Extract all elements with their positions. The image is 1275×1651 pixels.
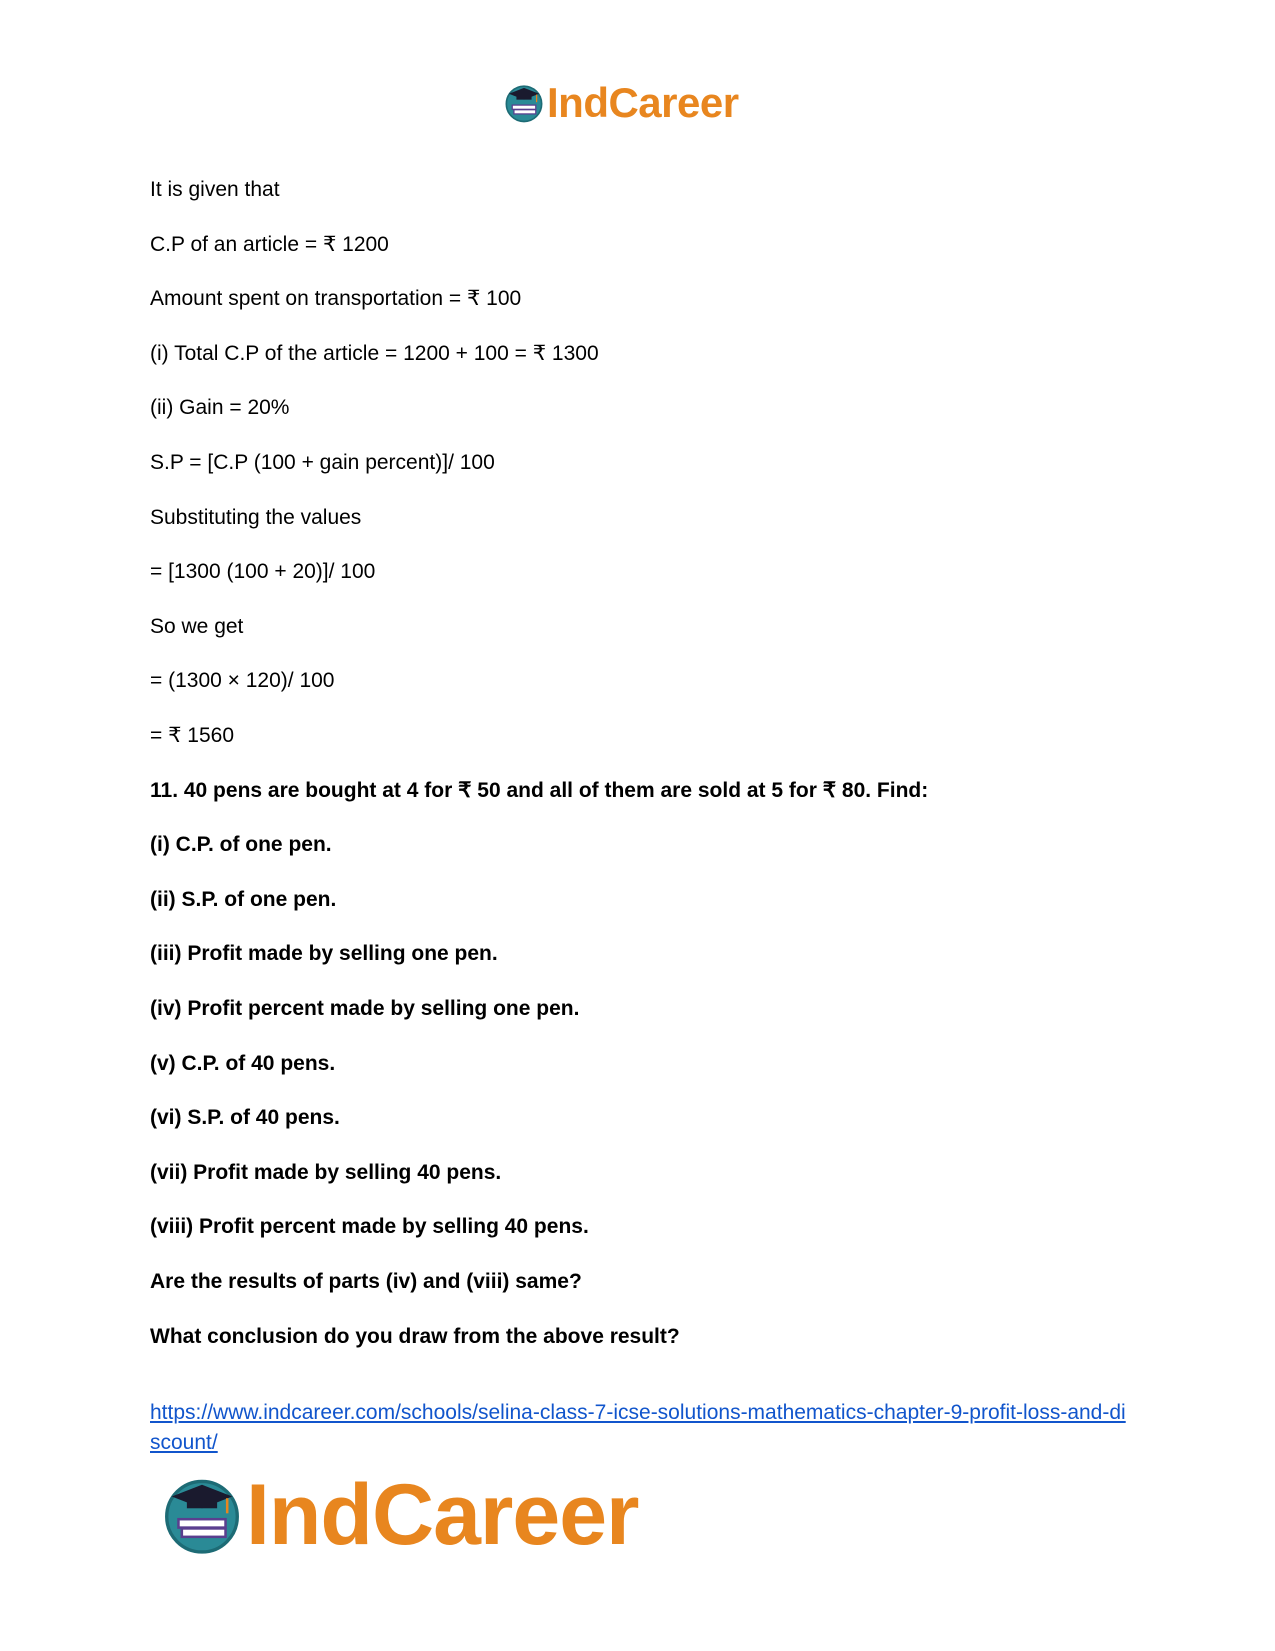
question-line: (vii) Profit made by selling 40 pens. <box>150 1160 502 1184</box>
header-logo-text: IndCareer <box>547 79 739 126</box>
solution-line: S.P = [C.P (100 + gain percent)]/ 100 <box>150 451 495 474</box>
solution-line: = (1300 × 120)/ 100 <box>150 669 335 693</box>
question-line: Are the results of parts (iv) and (viii) same? <box>150 1270 582 1293</box>
question-line: (iv) Profit percent made by selling one pen. <box>150 997 580 1020</box>
header-logo <box>503 78 739 128</box>
question-line: (i) C.P. of one pen. <box>150 833 332 857</box>
footer-logo-text: IndCareer <box>246 1467 639 1563</box>
solution-line: (i) Total C.P of the article = 1200 + 100 = ₹ 1300 <box>150 341 599 365</box>
question-line: (viii) Profit percent made by selling 40 pens. <box>150 1215 589 1239</box>
footer-logo <box>160 1467 639 1563</box>
solution-line: Substituting the values <box>150 505 362 529</box>
solution-line: Amount spent on transportation = ₹ 100 <box>150 287 522 311</box>
solution-line: So we get <box>150 614 244 638</box>
question-line: What conclusion do you draw from the above result? <box>150 1324 680 1348</box>
question-line: (iii) Profit made by selling one pen. <box>150 942 498 966</box>
indcareer-emblem-icon <box>503 82 545 124</box>
solution-line: C.P of an article = ₹ 1200 <box>150 232 389 256</box>
indcareer-emblem-icon <box>160 1473 244 1557</box>
question-line: (ii) S.P. of one pen. <box>150 887 337 911</box>
solution-line: = ₹ 1560 <box>150 724 235 747</box>
solution-line: = [1300 (100 + 20)]/ 100 <box>150 560 376 584</box>
question-line: 11. 40 pens are bought at 4 for ₹ 50 and all of them are sold at 5 for ₹ 80. Find: <box>150 778 929 802</box>
question-line: (vi) S.P. of 40 pens. <box>150 1106 340 1130</box>
solution-line: (ii) Gain = 20% <box>150 396 290 420</box>
source-link[interactable]: https://www.indcareer.com/schools/selina-class-7-icse-solutions-mathematics-chapter-9-profit-loss-and-discount/ <box>150 1401 1126 1454</box>
solution-line: It is given that <box>150 178 280 201</box>
question-line: (v) C.P. of 40 pens. <box>150 1051 336 1075</box>
